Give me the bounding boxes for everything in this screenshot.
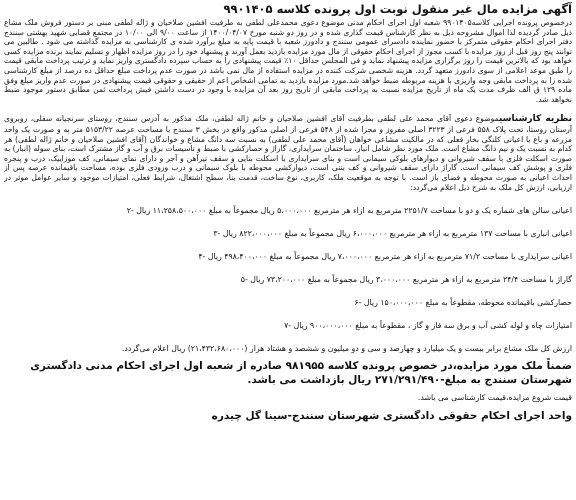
auction-notice [4,2,572,498]
expert-opinion-paragraph [4,114,572,192]
valuation-item: گاراژ با مساحت ۲۴/۴ مترمربع به ازاء هر مترمربع ۳،۰۰۰،۰۰۰ ریال مجموعاً به مبلغ ۷۳،۲۰۰،۰۰۰ ریال -۵ [240,275,572,285]
expert-opinion-text: موضوع دعوی آقای محمد علی لطفی بطرفیت آقای افشین صلاحیان و خانم ژاله لطفی، ملک مذکور به آدرس سنندج، روستای سرنجیانه سفلی، روبروی آرستان روستا، تحت پلاک ۵۵۸ فرعی از ۳۲۲۳ اصلی مفروز و مجزا شده از ۵۴۸ فرعی از اصلی مذکور واقع در بخش ۳ سنندج با مساحت عرصه ۵۱۵۳/۲۲ متر به و صورت یک واحد مزرعه و باغ با اعیانی کلنگی بخار فعلی که در مالکیت مشاعی خواهان (آقای محمد علی لطفی) به نسبت سه دانگ مشاع و خواندگان (آقای افشین صلاحیان و خانم ژاله لطفی) هر کدام به نسبت یک و نیم دانگ مشاع است. ملک مورد نظر شامل انبار، ساختمان سرایداری، گاراژ و حصارکشی با ضبط و تاسیسات برق و آب و گاز مشترک است، بنای سوله (انبار) به صورت اسکلت فلزی با سقف شیروانی و دیوارهای بلوکی سیمانی است و بنای سرایداری با اسکلت بنایی و سقف تیرآهن و آجر و دارای نمای سیمانی، کف موزاییک، درب و پنجره فلزی و پوشش کف سیمانی است. گاراژ دارای سقف شیروانی و کف بتنی است، دیوارکشی محوطه با بلوک سیمانی و درب ورودی فلزی بوده، مساحت باقیمانده عرصه پس از احداث اعیانی به صورت محوطه و فضای باز است. با توجه به موقعیت ملک، کاربری، نوع ساخت، قدمت بنا، سطح اشتغال، شرایط فعلی، امتیازات موجود و سایر عوامل موثر در ارزیابی، ارزش کل ملک به شرح ذیل اعلام می‌گردد: [4,114,572,192]
valuation-item: امتیازات چاه و لوله کشی آب و برق سه فاز و گاز ، مقطوعاً به مبلغ ۹۰۰،۰۰۰،۰۰۰ ریال -۷ [284,321,572,331]
starting-price-note: قیمت شروع مزایده،قیمت کارشناسی می باشد. [417,393,572,403]
valuation-item: اعیانی سالن های شماره یک و دو با مساحت ۲۲۵۱/۷ مترمربع به ازاء هر مترمربع ۵،۰۰۰،۰۰۰ ریال مجموعاً به مبلغ ۱۱،۲۵۸،۵۰۰،۰۰۰ ریال -۲ [126,206,572,216]
valuation-item: اعیانی انباری با مساحت ۱۳۷ مترمربع به ازاء هر مترمربع ۶،۰۰۰،۰۰۰ ریال مجموعاً به مبلغ ۸۲۲،۰۰۰،۰۰۰ ریال -۳ [213,229,572,239]
seizure-note: ضمناً ملک مورد مزایده،در خصوص پرونده کلاسه ۹۸۱۹۵۵ صادره از شعبه اول اجرای احکام مدنی دادگستری شهرستان سنندج به مبلغ-۲۷۱/۲۹۱/۴۹۰ ریال بازداشت می باشد. [30,360,572,386]
valuation-item: حصارکشی باقیمانده محوطه، مقطوعاً به مبلغ ۱۵۰،۰۰۰،۰۰۰ ریال -۶ [354,298,572,308]
first-notice-paragraph: درخصوص پرونده اجرایی کلاسه۹۹۰۱۴۰۵ شعبه اول اجرای احکام مدنی موضوع دعوی محمدعلی لطفی به طرفیت افشین صلاحیان و ژاله لطفی مبنی بر دستور فروش ملک مشاع ذیل صادر گردیده لذا اموال مشروحه ذیل به نظر کارشناس قیمت گذاری شده و در روز دو شنبه مورخ ۱۴۰۰/۰۴/۰۷ از ساعت ۹/۰۰ الی ۱۰/۰۰ در مجتمع قضایی شهید بهشتی سنندج دفتر اجرای احکام حقوقی متمرکز با حضور نماینده دادسرای عمومی سنندج و دادورز شعبه با قیمت پایه به مبلغ برآورد شده ی کارشناسی به مزایده گذاشته می شود . طالبین می توانند پنج روز قبل از روز مزایده با کسب مجوز از اجرای احکام حقوقی از مال مورد مزایده بازدید بعمل آورند و پیشنهاد خود را در روز مزایده اظهار و تسلیم نمایند برنده مزایده کسی خواهد بود که بالاترین قیمت را روز برگزاری مزایده پیشنهاد نماید و فی المجلس حداقل ۱۰٪ قیمت پیشنهادی را به حساب سپرده دادگستری واریز نماید و ترتیب پرداخت مابقی قیمت را طبق موعد اعلامی از سوی دادورز متعهد گردد. هزینه شخصی شرکت کننده در مزایده استفاده از مال نمی باشد در صورت عدم پرداخت مبلغ حداقل ده درصد از مبلغ کارشناسی شده را به پرداخت مابقی وجه واریزی با هزینه مربوطه ضبط خواهد شد.مورد مزایده بازدید به تمامی اشخاص اعم از حقیقی و حقوقی قیمت پیشنهادی در صورت عدم واریز مبلغ وفق ماده ۱۲۹ ق الف ظرف مدت یک ماه از تاریخ مزایده نسبت به پرداخت مابقی از تاریخ روز بعد آن مزایده با وجود در دست داشتن فیش پرداخت ثمن مطابق دستور موجود ضبط نخواهد شد. [4,18,572,104]
total-value: ارزش کل ملک مشاع برابر بیست و یک میلیارد و چهارصد و سی و دو میلیون و ششصد و هشتاد هزار (۲۱،۴۳۲،۶۸۰،۰۰۰) ریال اعلام می‌گردد. [121,344,572,354]
signature: واحد اجرای احکام حقوقی دادگستری شهرستان سنندج-سینا گل چیدره [211,410,572,423]
valuation-item: اعیانی سرایداری با مساحت ۷۱/۲ مترمربع به ازاء هر مترمربع ۷،۰۰۰،۰۰۰ ریال مجموعاً به مبلغ ۴۹۸،۴۰۰،۰۰۰ ریال -۴ [198,252,572,262]
expert-opinion-lead: نظریه کارشناسی [499,114,572,125]
notice-title: آگهی مزایده مال غیر منقول نوبت اول پرونده کلاسه ۹۹۰۱۴۰۵ [223,2,572,16]
